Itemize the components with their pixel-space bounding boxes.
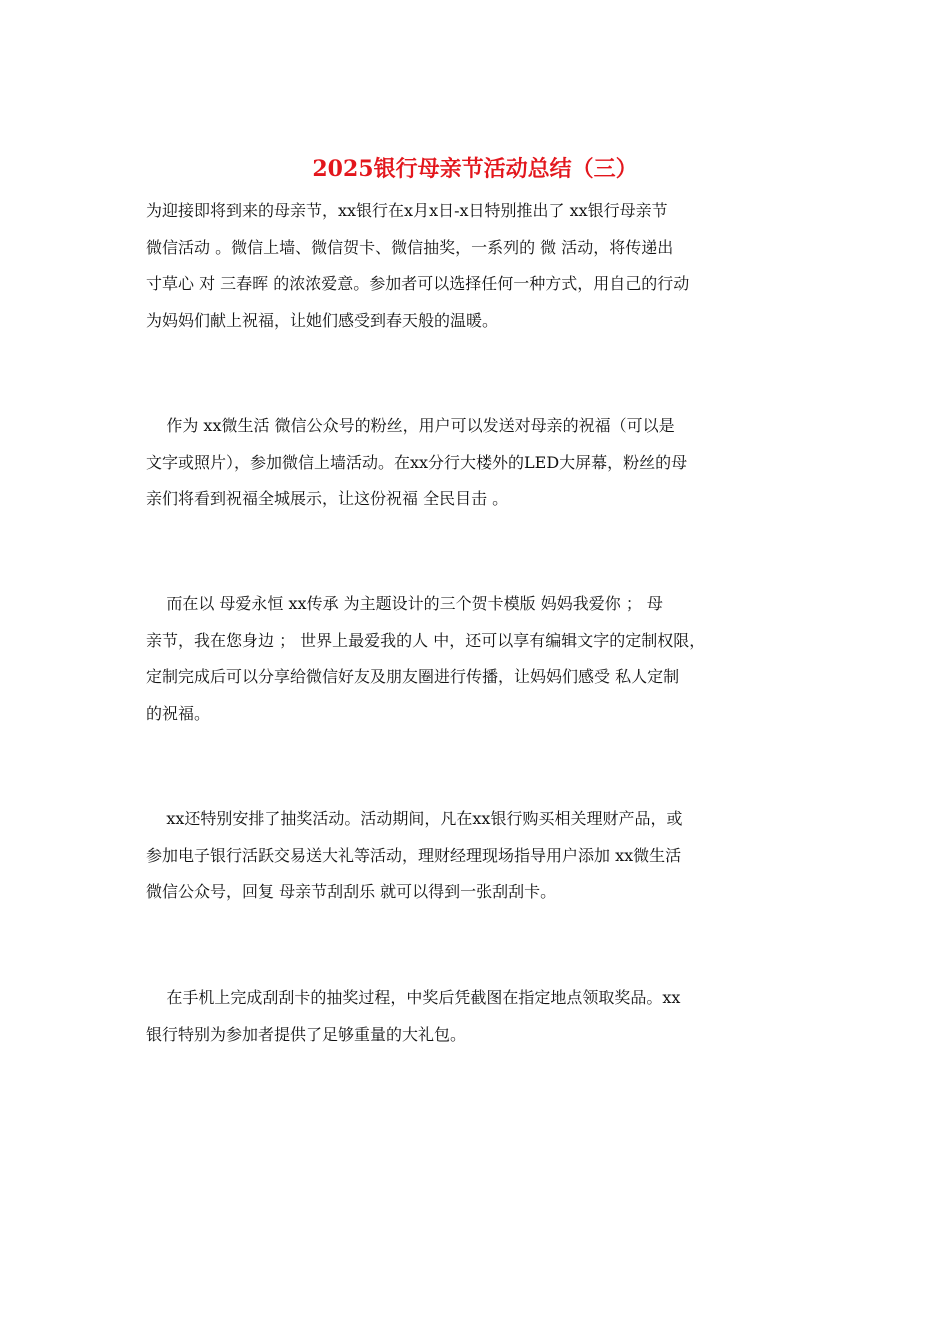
paragraph-intro — [146, 193, 836, 339]
paragraph-line: 微信公众号，回复 母亲节刮刮乐 就可以得到一张刮刮卡。 — [146, 882, 557, 901]
document-title: 2025银行母亲节活动总结（三） — [312, 156, 638, 182]
paragraph-line: 参加电子银行活跃交易送大礼等活动，理财经理现场指导用户添加 xx微生活 — [146, 845, 682, 865]
paragraph-greeting-cards — [146, 586, 836, 732]
paragraph-line: 为迎接即将到来的母亲节，xx银行在x月x日-x日特别推出了 xx银行母亲节 — [146, 201, 668, 220]
paragraph-line: 亲节，我在您身边 ； 世界上最爱我的人 中，还可以享有编辑文字的定制权限， — [146, 630, 706, 650]
paragraph-line: xx还特别安排了抽奖活动。活动期间，凡在xx银行购买相关理财产品，或 — [146, 809, 683, 828]
paragraph-line: 寸草心 对 三春晖 的浓浓爱意。参加者可以选择任何一种方式，用自己的行动 — [146, 274, 690, 293]
paragraph-line: 的祝福。 — [146, 703, 211, 723]
paragraph-line: 而在以 母爱永恒 xx传承 为主题设计的三个贺卡模版 妈妈我爱你 ； 母 — [146, 594, 663, 613]
paragraph-line: 作为 xx微生活 微信公众号的粉丝，用户可以发送对母亲的祝福（可以是 — [146, 416, 675, 435]
paragraph-line: 微信活动 。微信上墙、微信贺卡、微信抽奖，一系列的 微 活动，将传递出 — [146, 237, 674, 257]
paragraph-prizes — [146, 980, 836, 1053]
paragraph-line: 在手机上完成刮刮卡的抽奖过程，中奖后凭截图在指定地点领取奖品。xx — [146, 988, 681, 1007]
paragraph-wechat-wall — [146, 408, 836, 518]
paragraph-line: 亲们将看到祝福全城展示，让这份祝福 全民目击 。 — [146, 489, 509, 508]
paragraph-line: 银行特别为参加者提供了足够重量的大礼包。 — [146, 1024, 467, 1044]
paragraph-line: 定制完成后可以分享给微信好友及朋友圈进行传播，让妈妈们感受 私人定制 — [146, 667, 680, 686]
paragraph-line: 为妈妈们献上祝福，让她们感受到春天般的温暖。 — [146, 310, 499, 330]
paragraph-lottery — [146, 801, 836, 911]
paragraph-line: 文字或照片），参加微信上墙活动。在xx分行大楼外的LED大屏幕，粉丝的母 — [146, 452, 688, 472]
